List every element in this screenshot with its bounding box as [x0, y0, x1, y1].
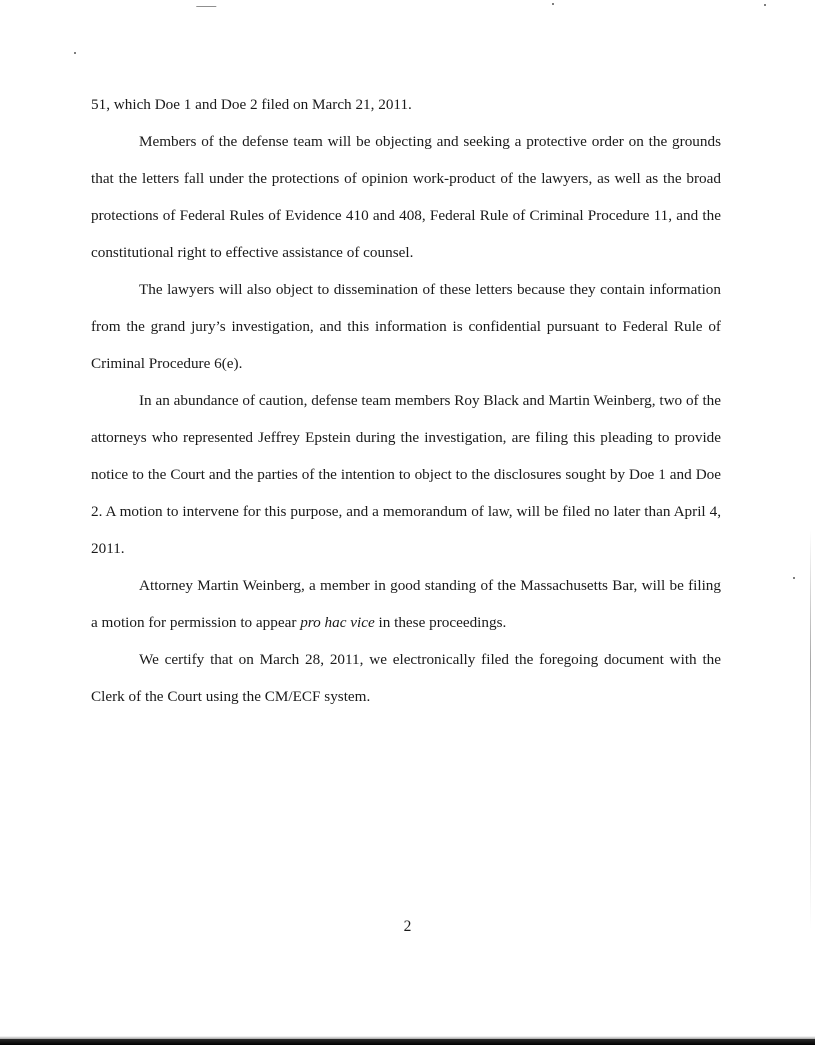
- scan-edge: [810, 530, 811, 930]
- document-body: [91, 86, 721, 715]
- pro-hac-vice-after: in these proceedings.: [374, 614, 507, 631]
- page-number: 2: [403, 918, 412, 935]
- paragraph-protective-order: Members of the defense team will be objecting and seeking a protective order on the grounds that the letters fall under the protections of opinion work-product of the lawyers, as well as the broad protections of Federal Rules of Evidence 410 and 408, Federal Rule of Criminal Procedure 11, and the constitutional right to effective assistance of counsel.: [91, 133, 721, 261]
- scan-artifact: [196, 0, 220, 7]
- paragraph-continuation: 51, which Doe 1 and Doe 2 filed on March 21, 2011.: [91, 96, 412, 113]
- scan-speck: [552, 3, 554, 5]
- scan-bottom-edge: [0, 1039, 815, 1045]
- paragraph-pro-hac-vice: [91, 567, 721, 641]
- paragraph-grand-jury: The lawyers will also object to dissemination of these letters because they contain information from the grand jury’s investigation, and this information is confidential pursuant to Federal Rule of Criminal Procedure 6(e).: [91, 281, 721, 372]
- paragraph-notice-of-intent: In an abundance of caution, defense team members Roy Black and Martin Weinberg, two of the attorneys who represented Jeffrey Epstein during the investigation, are filing this pleading to provide notice to the Court and the parties of the intention to object to the disclosures sought by Doe 1 and Doe 2. A motion to intervene for this purpose, and a memorandum of law, will be filed no later than April 4, 2011.: [91, 392, 721, 557]
- pro-hac-vice-italic: pro hac vice: [300, 614, 375, 631]
- scan-speck: [793, 577, 795, 579]
- paragraph-certificate-of-service: We certify that on March 28, 2011, we electronically filed the foregoing document with the Clerk of the Court using the CM/ECF system.: [91, 651, 721, 705]
- scan-speck: [764, 4, 766, 6]
- scan-speck: [74, 52, 76, 54]
- pro-hac-vice-before: Attorney Martin Weinberg, a member in good standing of the Massachusetts Bar, will be filing a motion for permission to appear: [91, 577, 721, 631]
